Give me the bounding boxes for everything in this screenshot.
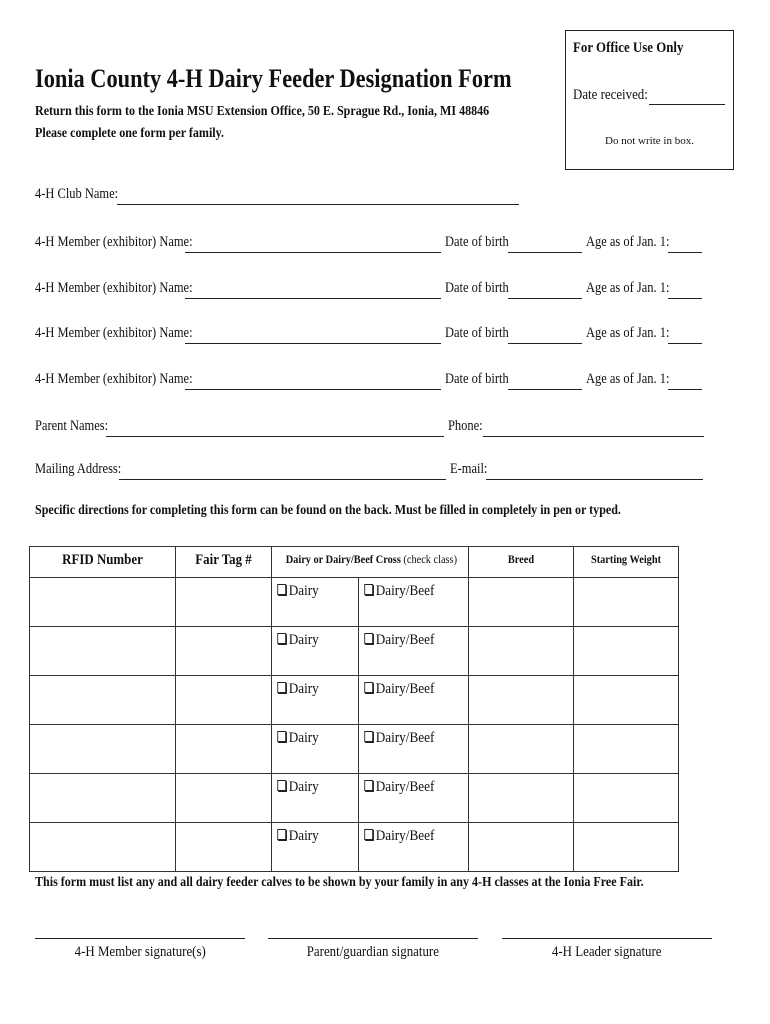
- dairy-beef-option-cell: [359, 774, 469, 823]
- rfid-header: RFID Number: [30, 547, 176, 578]
- club-name-field[interactable]: [117, 204, 519, 205]
- dairy-checkbox[interactable]: Dairy: [272, 676, 319, 698]
- parent-signature-line[interactable]: [268, 938, 478, 939]
- parent-names-field[interactable]: [106, 436, 444, 437]
- breed-cell[interactable]: [469, 774, 574, 823]
- dairy-checkbox[interactable]: Dairy: [272, 725, 319, 747]
- dob-label: Date of birth: [445, 371, 509, 387]
- starting-weight-cell[interactable]: [574, 627, 679, 676]
- date-received-line: [649, 104, 725, 105]
- footer-note: This form must list any and all dairy feeder calves to be shown by your family in any 4-H classes at the Ionia Free Fair.: [35, 875, 644, 890]
- dairy-beef-option-cell: [359, 725, 469, 774]
- office-use-heading: For Office Use Only: [573, 40, 684, 56]
- rfid-cell[interactable]: [30, 774, 176, 823]
- checkbox-icon: [277, 682, 286, 693]
- dob-label: Date of birth: [445, 280, 509, 296]
- dairy-beef-checkbox[interactable]: Dairy/Beef: [359, 774, 434, 796]
- starting-weight-cell[interactable]: [574, 676, 679, 725]
- check-class-note: (check class): [403, 552, 458, 566]
- member-name-field[interactable]: [185, 389, 441, 390]
- leader-signature-label: 4-H Leader signature: [552, 944, 662, 960]
- age-field[interactable]: [668, 343, 702, 344]
- dairy-option-cell: [272, 578, 359, 627]
- starting-weight-cell[interactable]: [574, 774, 679, 823]
- mailing-address-label: Mailing Address:: [35, 461, 122, 477]
- rfid-cell[interactable]: [30, 627, 176, 676]
- page-title: Ionia County 4-H Dairy Feeder Designation Form: [35, 64, 512, 93]
- rfid-cell[interactable]: [30, 823, 176, 872]
- dairy-beef-option-cell: [359, 627, 469, 676]
- starting-weight-cell[interactable]: [574, 725, 679, 774]
- fair-tag-cell[interactable]: [176, 627, 272, 676]
- checkbox-icon: [277, 633, 286, 644]
- breed-cell[interactable]: [469, 676, 574, 725]
- starting-weight-header: Starting Weight: [574, 547, 679, 578]
- dob-label: Date of birth: [445, 234, 509, 250]
- dob-field[interactable]: [508, 389, 582, 390]
- table-row: [30, 725, 679, 774]
- checkbox-icon: [277, 731, 286, 742]
- dairy-checkbox[interactable]: Dairy: [272, 578, 319, 600]
- dairy-beef-option-cell: [359, 823, 469, 872]
- table-row: [30, 676, 679, 725]
- age-label: Age as of Jan. 1:: [586, 371, 670, 387]
- table-row: [30, 627, 679, 676]
- mailing-address-field[interactable]: [119, 479, 446, 480]
- return-instructions: Return this form to the Ionia MSU Extension Office, 50 E. Sprague Rd., Ionia, MI 48846: [35, 104, 490, 119]
- dairy-beef-checkbox[interactable]: Dairy/Beef: [359, 627, 434, 649]
- cross-header-label: Dairy or Dairy/Beef Cross: [285, 552, 401, 566]
- member-name-label: 4-H Member (exhibitor) Name:: [35, 325, 193, 341]
- member-name-field[interactable]: [185, 298, 441, 299]
- phone-label: Phone:: [448, 418, 483, 434]
- parent-names-label: Parent Names:: [35, 418, 109, 434]
- table-header-row: [30, 547, 679, 578]
- table-row: [30, 578, 679, 627]
- dob-field[interactable]: [508, 298, 582, 299]
- checkbox-icon: [364, 829, 373, 840]
- dairy-checkbox[interactable]: Dairy: [272, 627, 319, 649]
- member-name-field[interactable]: [185, 252, 441, 253]
- date-received-label: Date received:: [573, 87, 648, 103]
- member-name-field[interactable]: [185, 343, 441, 344]
- checkbox-icon: [364, 633, 373, 644]
- dob-field[interactable]: [508, 252, 582, 253]
- email-label: E-mail:: [450, 461, 488, 477]
- member-signature-label: 4-H Member signature(s): [74, 944, 206, 960]
- dairy-option-cell: [272, 676, 359, 725]
- rfid-cell[interactable]: [30, 676, 176, 725]
- member-name-label: 4-H Member (exhibitor) Name:: [35, 234, 193, 250]
- club-name-label: 4-H Club Name:: [35, 186, 119, 202]
- member-signature-line[interactable]: [35, 938, 245, 939]
- checkbox-icon: [364, 584, 373, 595]
- fair-tag-header: Fair Tag #: [176, 547, 272, 578]
- parent-signature-label: Parent/guardian signature: [306, 944, 440, 960]
- fair-tag-cell[interactable]: [176, 774, 272, 823]
- dairy-beef-checkbox[interactable]: Dairy/Beef: [359, 676, 434, 698]
- dairy-beef-checkbox[interactable]: Dairy/Beef: [359, 823, 434, 845]
- dairy-beef-option-cell: [359, 578, 469, 627]
- checkbox-icon: [364, 780, 373, 791]
- rfid-cell[interactable]: [30, 725, 176, 774]
- email-field[interactable]: [486, 479, 703, 480]
- dairy-option-cell: [272, 725, 359, 774]
- dairy-beef-checkbox[interactable]: Dairy/Beef: [359, 578, 434, 600]
- cross-header: [272, 547, 469, 578]
- starting-weight-cell[interactable]: [574, 578, 679, 627]
- breed-cell[interactable]: [469, 823, 574, 872]
- dairy-option-cell: [272, 823, 359, 872]
- rfid-cell[interactable]: [30, 578, 176, 627]
- leader-signature-line[interactable]: [502, 938, 712, 939]
- age-field[interactable]: [668, 298, 702, 299]
- table-row: [30, 823, 679, 872]
- member-name-label: 4-H Member (exhibitor) Name:: [35, 371, 193, 387]
- office-box-note: Do not write in box.: [605, 135, 694, 147]
- table-row: [30, 774, 679, 823]
- office-use-box: [565, 30, 734, 170]
- dob-label: Date of birth: [445, 325, 509, 341]
- fair-tag-cell[interactable]: [176, 676, 272, 725]
- dob-field[interactable]: [508, 343, 582, 344]
- dairy-beef-checkbox[interactable]: Dairy/Beef: [359, 725, 434, 747]
- age-label: Age as of Jan. 1:: [586, 325, 670, 341]
- dairy-checkbox[interactable]: Dairy: [272, 823, 319, 845]
- fair-tag-cell[interactable]: [176, 823, 272, 872]
- breed-header: Breed: [469, 547, 574, 578]
- member-name-label: 4-H Member (exhibitor) Name:: [35, 280, 193, 296]
- directions-note: Specific directions for completing this form can be found on the back. Must be filled in completely in pen or typed.: [35, 503, 621, 518]
- dairy-checkbox[interactable]: Dairy: [272, 774, 319, 796]
- one-form-instruction: Please complete one form per family.: [35, 126, 225, 141]
- dairy-beef-option-cell: [359, 676, 469, 725]
- age-label: Age as of Jan. 1:: [586, 280, 670, 296]
- breed-cell[interactable]: [469, 725, 574, 774]
- fair-tag-cell[interactable]: [176, 578, 272, 627]
- checkbox-icon: [364, 682, 373, 693]
- dairy-option-cell: [272, 627, 359, 676]
- phone-field[interactable]: [483, 436, 704, 437]
- age-label: Age as of Jan. 1:: [586, 234, 670, 250]
- checkbox-icon: [364, 731, 373, 742]
- checkbox-icon: [277, 780, 286, 791]
- breed-cell[interactable]: [469, 627, 574, 676]
- age-field[interactable]: [668, 389, 702, 390]
- calf-table: [29, 546, 679, 872]
- checkbox-icon: [277, 829, 286, 840]
- age-field[interactable]: [668, 252, 702, 253]
- checkbox-icon: [277, 584, 286, 595]
- starting-weight-cell[interactable]: [574, 823, 679, 872]
- dairy-option-cell: [272, 774, 359, 823]
- fair-tag-cell[interactable]: [176, 725, 272, 774]
- breed-cell[interactable]: [469, 578, 574, 627]
